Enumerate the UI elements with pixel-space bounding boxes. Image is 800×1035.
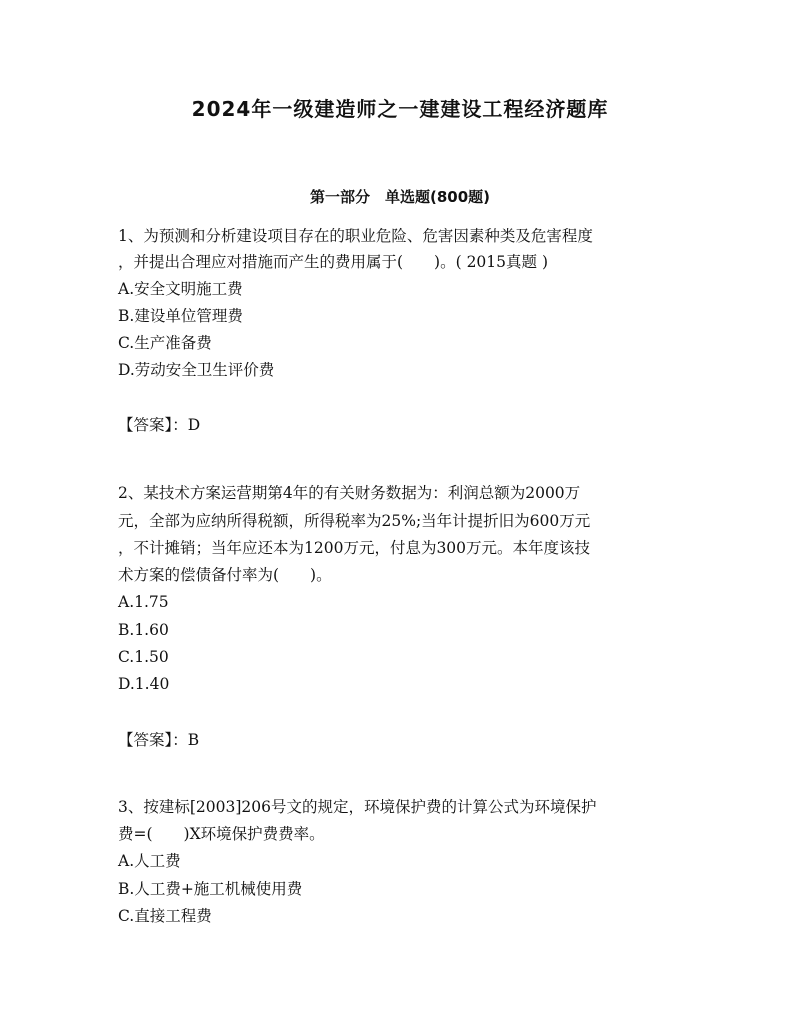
document-title: 2024年一级建造师之一建建设工程经济题库 bbox=[191, 97, 609, 121]
q1-answer: 【答案】：D bbox=[118, 416, 201, 434]
q2-text-line-1: 2、某技术方案运营期第4年的有关财务数据为：利润总额为2000万 bbox=[118, 484, 581, 502]
q3-option-b: B.人工费+施工机械使用费 bbox=[118, 880, 303, 898]
q1-option-c: C.生产准备费 bbox=[118, 334, 212, 352]
q1-option-b: B.建设单位管理费 bbox=[118, 307, 243, 325]
q1-option-a: A.安全文明施工费 bbox=[118, 280, 243, 298]
q3-text-line-2: 费=( )X环境保护费费率。 bbox=[118, 825, 325, 843]
q1-text-line-2: ，并提出合理应对措施而产生的费用属于( )。( 2015真题 ) bbox=[118, 253, 548, 271]
q2-option-a: A.1.75 bbox=[118, 593, 169, 611]
q3-option-a: A.人工费 bbox=[118, 852, 181, 870]
q2-text-line-4: 术方案的偿债备付率为( )。 bbox=[118, 566, 332, 584]
q3-option-c: C.直接工程费 bbox=[118, 907, 212, 925]
section-heading: 第一部分 单选题(800题) bbox=[309, 188, 491, 206]
q2-option-b: B.1.60 bbox=[118, 621, 169, 639]
q2-option-c: C.1.50 bbox=[118, 648, 169, 666]
q3-text-line-1: 3、按建标[2003]206号文的规定，环境保护费的计算公式为环境保护 bbox=[118, 798, 597, 816]
q1-option-d: D.劳动安全卫生评价费 bbox=[118, 361, 275, 379]
q1-text-line-1: 1、为预测和分析建设项目存在的职业危险、危害因素种类及危害程度 bbox=[118, 227, 593, 245]
q2-text-line-2: 元，全部为应纳所得税额，所得税率为25%;当年计提折旧为600万元 bbox=[118, 512, 591, 530]
q2-option-d: D.1.40 bbox=[118, 675, 170, 693]
q2-answer: 【答案】：B bbox=[118, 731, 200, 749]
q2-text-line-3: ，不计摊销；当年应还本为1200万元，付息为300万元。本年度该技 bbox=[118, 539, 591, 557]
